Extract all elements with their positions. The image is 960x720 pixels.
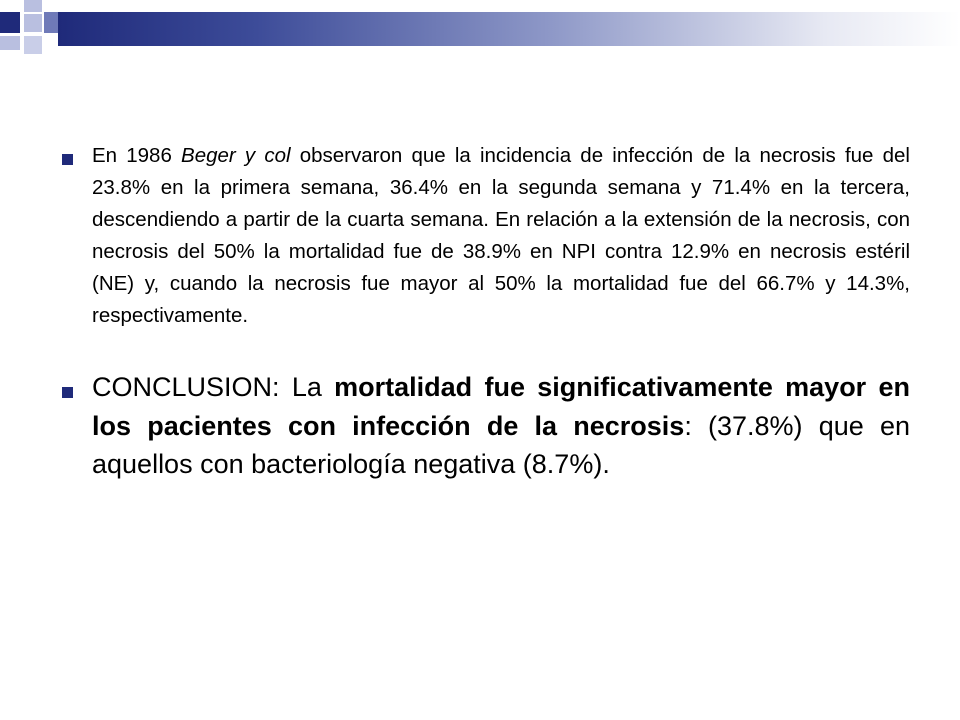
bullet-item-conclusion [60,368,910,484]
decor-square [0,12,20,33]
decor-square [24,36,42,54]
square-bullet-icon [62,154,73,165]
text-segment: En 1986 [92,144,182,167]
bullet-text [92,368,910,484]
decor-square [44,12,58,33]
header-gradient-band [58,12,960,46]
decor-square [24,0,42,12]
bullet-item-beger-study [60,140,910,332]
text-segment: CONCLUSION: La [92,372,335,402]
author-citation: Beger y col [181,144,291,167]
text-segment: : (37.8%) que en aquellos con bacteriología negativa (8.7%). [92,410,910,479]
decor-square [24,14,42,32]
text-segment: observaron que la incidencia de infección de la necrosis fue del 23.8% en la primera semana, 36.4% en la segunda semana y 71.4% en la tercera, descendiendo a partir de la cuarta semana. En relación a la extensión de la necrosis, con necrosis del 50% la mortalidad fue de 38.9% en NPI contra 12.9% en necrosis estéril (NE) y, cuando la necrosis fue mayor al 50% la mortalidad fue del 66.7% y 14.3%, respectivamente. [92,144,910,327]
bullet-text [92,140,910,332]
square-bullet-icon [62,387,73,398]
decor-square [0,36,20,50]
conclusion-emphasis: mortalidad fue significativamente mayor en los pacientes con infección de la necrosis [92,372,910,441]
slide-body [60,140,910,484]
